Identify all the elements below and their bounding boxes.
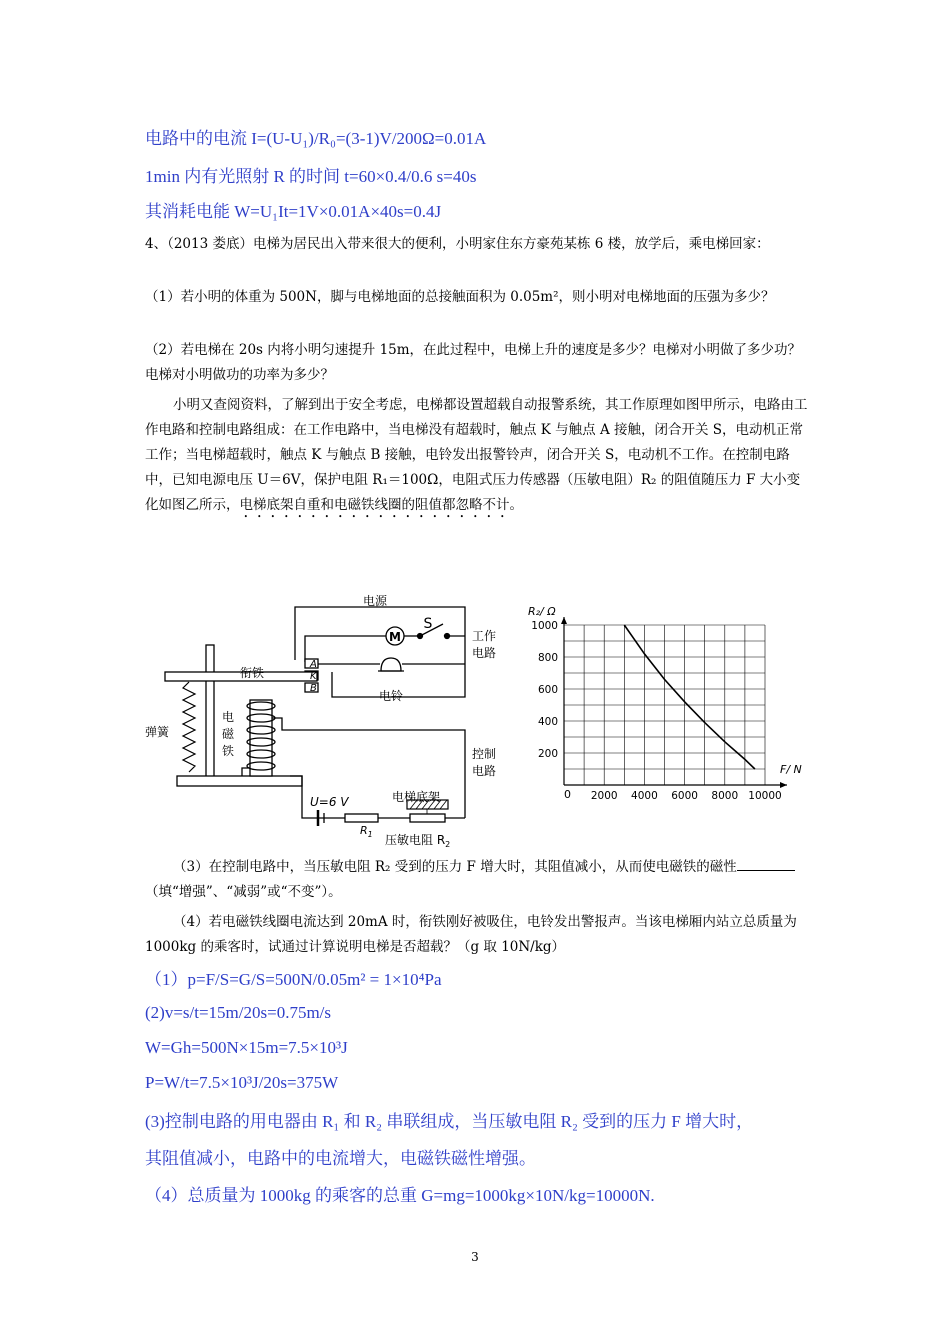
answer-time: 1min 内有光照射 R 的时间 t=60×0.4/0.6 s=40s — [145, 167, 477, 186]
contact-k: K — [310, 671, 317, 682]
power-label: 电源 — [362, 594, 388, 608]
y-tick-label: 1000 — [531, 620, 558, 632]
x-tick-label: 6000 — [671, 790, 698, 802]
x-axis-arrow — [780, 782, 787, 788]
voltage-label: U=6 V — [310, 795, 349, 809]
chart-ticks — [531, 620, 781, 802]
answer-2-power: P=W/t=7.5×10³J/20s=375W — [145, 1073, 339, 1092]
question-2: （2）若电梯在 20s 内将小明匀速提升 15m，在此过程中，电梯上升的速度是多少？电梯对小明做了多少功？电梯对小明做功的功率为多少？ — [145, 342, 802, 383]
switch-label: S — [423, 616, 433, 632]
work-circuit-label-1: 工作 — [472, 629, 497, 643]
chart-xlabel: F/ N — [780, 763, 802, 776]
y-tick-label: 600 — [537, 684, 558, 696]
spring-coil — [183, 682, 195, 772]
x-tick-label: 2000 — [590, 790, 618, 802]
motor-label: M — [389, 630, 401, 644]
y-tick-label: 800 — [537, 652, 558, 664]
magnet-label-3: 铁 — [222, 744, 235, 758]
answer-current: 电路中的电流 I=(U-U₁)/R₀=(3-1)V/200Ω=0.01A — [145, 129, 487, 148]
r1-label: $R_1$ — [360, 824, 373, 839]
q3-text-post: （填“增强”、“减弱”或“不变”）。 — [145, 884, 342, 900]
y-tick-label: 200 — [537, 748, 558, 760]
page-number: 3 — [471, 1250, 479, 1264]
chart-grid — [564, 625, 765, 785]
circuit-diagram — [140, 588, 520, 850]
control-circuit-label-2: 电路 — [472, 764, 497, 778]
contact-b: B — [310, 683, 317, 694]
question-4: （4）若电磁铁线圈电流达到 20mA 时，衔铁刚好被吸住，电铃发出警报声。当该电梯厢内站立总质量为 1000kg 的乘客时，试通过计算说明电梯是否超载？（g 取 10N/kg） — [145, 914, 797, 955]
bell-label: 电铃 — [378, 689, 404, 703]
chart-series-line — [624, 625, 755, 769]
motor-wire — [305, 636, 386, 662]
contact-a: A — [310, 659, 317, 670]
answer-3-line-2: 其阻值减小，电路中的电流增大，电磁铁磁性增强。 — [145, 1149, 536, 1168]
armature-label: 衔铁 — [240, 666, 265, 680]
work-wire-top — [295, 607, 465, 697]
q3-text-pre: （3）在控制电路中，当压敏电阻 R₂ 受到的压力 F 增大时，其阻值减小，从而使电磁铁的磁性 — [173, 859, 737, 875]
r2-resistor — [410, 814, 445, 822]
x-tick-label: 8000 — [711, 790, 739, 802]
x-tick-label: 10000 — [748, 790, 782, 802]
context-emphasis: 电梯底架自重和电磁铁线圈的阻值都忽略不计。 — [239, 497, 523, 513]
problem-context — [145, 393, 810, 521]
bell-icon — [381, 658, 401, 671]
answer-1: （1）p=F/S=G/S=500N/0.05m² = 1×10⁴Pa — [145, 970, 442, 989]
armature-post — [206, 645, 214, 777]
r1-resistor — [345, 814, 378, 822]
problem-intro: 4、（2013 娄底）电梯为居民出入带来很大的便利，小明家住东方豪苑某栋 6 楼，放学后，乘电梯回家： — [145, 236, 770, 252]
context-main: 小明又查阅资料，了解到出于安全考虑，电梯都设置超载自动报警系统，其工作原理如图甲所示，电路由工作电路和控制电路组成：在工作电路中，当电梯没有超载时，触点 K 与触点 A 接触，闭合开关 S，电动机正常工作；当电梯超载时，触点 K 与触点 B 接触，电铃发出报警铃声，闭合开关 S，电动机不工作。在控制电路中，已知电源电压 U＝6V，保护电阻 R₁＝100Ω，电阻式压力传感器（压敏电阻）R₂ 的阻值随压力 F 大小变化如图乙所示， — [145, 397, 808, 513]
base-plate — [177, 776, 302, 786]
magnet-label-1: 电 — [222, 710, 235, 724]
answer-3-line-1: (3)控制电路的用电器由 R₁ 和 R₂ 串联组成，当压敏电阻 R₂ 受到的压力 F 增大时， — [145, 1112, 754, 1131]
work-circuit-label-2: 电路 — [472, 646, 497, 660]
y-axis-arrow — [561, 617, 567, 624]
answer-2-speed: (2)v=s/t=15m/20s=0.75m/s — [145, 1003, 332, 1022]
answer-energy: 其消耗电能 W=U₁It=1V×0.01A×40s=0.4J — [145, 202, 442, 221]
chart-axes — [561, 617, 787, 788]
r2-force-chart — [520, 595, 810, 810]
answer-2-work: W=Gh=500N×15m=7.5×10³J — [145, 1038, 348, 1057]
answer-4: （4）总质量为 1000kg 的乘客的总重 G=mg=1000kg×10N/kg=10000N. — [145, 1186, 655, 1205]
magnet-label-2: 磁 — [222, 727, 235, 741]
frame-label: 电梯底架 — [392, 790, 441, 804]
chart-origin: 0 — [564, 788, 571, 801]
x-tick-label: 4000 — [631, 790, 658, 802]
spring-label: 弹簧 — [145, 725, 170, 739]
y-tick-label: 400 — [537, 716, 558, 728]
question-1: （1）若小明的体重为 500N，脚与电梯地面的总接触面积为 0.05m²，则小明对电梯地面的压强为多少？ — [145, 289, 775, 305]
r2-label: 压敏电阻 $R_2$ — [385, 833, 451, 849]
question-3 — [145, 855, 810, 905]
answer-blank[interactable] — [737, 856, 795, 871]
control-circuit-label-1: 控制 — [472, 747, 497, 761]
chart-ylabel: R₂/ Ω — [528, 605, 556, 618]
